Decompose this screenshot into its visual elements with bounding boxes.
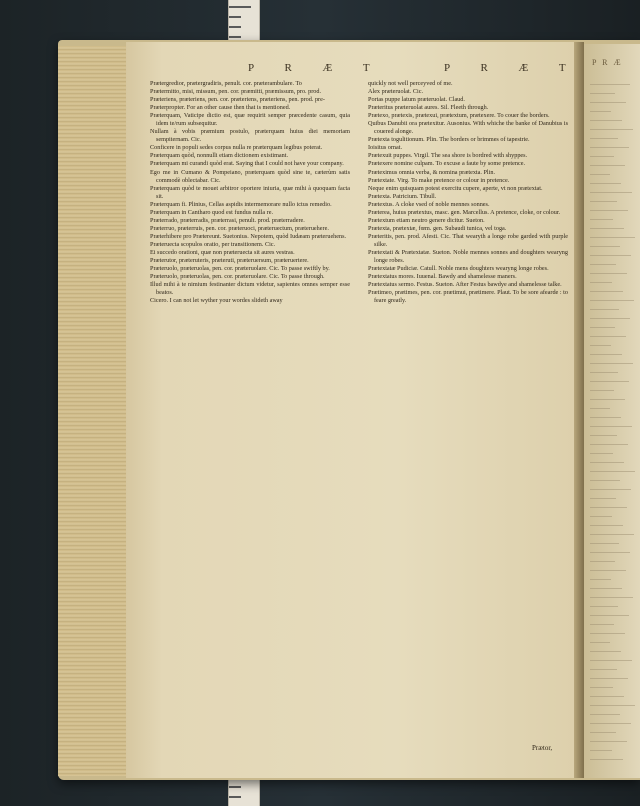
running-header-right: P R Æ T (444, 62, 580, 74)
text-line (590, 732, 616, 733)
text-line (590, 282, 612, 283)
text-line (590, 741, 627, 742)
text-line (590, 417, 621, 418)
text-line (590, 201, 617, 202)
right-page-edge (584, 44, 640, 778)
dictionary-entry: Prætexo, prætexis, prætexui, prætextum, prætexere. To couer the borders. (368, 112, 550, 120)
dictionary-entry: Prætermitto, misi, missum, pen. cor. præmitti, præmissum, pro. prod. (150, 88, 322, 96)
text-line (590, 615, 629, 616)
text-line (590, 588, 622, 589)
ruler-tick (229, 796, 241, 798)
text-line (590, 255, 631, 256)
text-line (590, 138, 618, 139)
ruler-tick (229, 786, 241, 788)
dictionary-entry: Præterutor, præteruteris, præteruti, præteruersum, præteruertere. (150, 257, 309, 265)
text-line (590, 237, 635, 238)
text-line (590, 435, 617, 436)
dictionary-entry: Quibus Danubii ora prætexitur. Ausonius. With whiche the banke of Danubius is couered alonge. (368, 120, 568, 136)
text-line (590, 318, 630, 319)
text-line (590, 687, 613, 688)
dictionary-entry: quickly not well perceyved of me. (368, 80, 453, 87)
text-line (590, 390, 614, 391)
text-line (590, 147, 629, 148)
text-line (590, 174, 610, 175)
dictionary-entry: Nullam à vobis præmium postulo, præterquam huius diei memoriam sempiternam. Cic. (150, 128, 350, 144)
text-line (590, 570, 626, 571)
dictionary-entry: Præterruo, præterruis, pen. cor. præteruoci, præteruectum, præteruehere. (150, 224, 329, 232)
text-line (590, 381, 629, 382)
dictionary-entry: Præterpropter. For an other cause then that is mentioned. (150, 104, 291, 112)
dictionary-entry: Prætextatus sermo. Festus. Sueton. After Festus bawdye and shamelesse talke. (368, 281, 562, 289)
dictionary-entry: Portas puppe latum præteruolat. Claud. (368, 96, 465, 104)
running-header-left: P R Æ T (248, 62, 384, 74)
ruler-tick (229, 6, 251, 8)
dictionary-entry: Præteximus omnia verba, & nomina prætexta. Plin. (368, 168, 496, 176)
dictionary-entry: Neque enim quisquam potest exercitu cupere, aperte, vt non prætextat. (368, 184, 543, 192)
text-line (590, 633, 625, 634)
text-line (590, 111, 611, 112)
dictionary-entry: Prætimeo, prætimes, pen. cor. prætimui, prætimere. Plaut. To be sore afearde : to feare greatly. (368, 289, 568, 305)
right-page-header: P R Æ (592, 58, 623, 67)
text-line (590, 462, 624, 463)
dictionary-entry: Præterquam, Vaticipe dictio est, quæ requirit semper præcedente casum, quia idem te/rum subsequitur. (150, 112, 350, 128)
text-line (590, 192, 632, 193)
text-line (590, 597, 633, 598)
text-line (590, 444, 628, 445)
catchword: Prætor, (532, 744, 553, 752)
text-line (590, 489, 631, 490)
dictionary-entry: Præteruolo, præteruolas, pen. cor. præteruolare. Cic. To passe through. (150, 273, 325, 281)
text-line (590, 183, 621, 184)
dictionary-entry: Præterquam fi. Plinius, Cellas aspidis intermemorare nullo ictus remedio. (150, 200, 332, 208)
text-line (590, 219, 613, 220)
text-line (590, 705, 635, 706)
dictionary-entry: Prætexuit puppes. Virgil. The sea shore is bordred with shyppes. (368, 152, 528, 160)
dictionary-entry: Prætextatæ Pudiciæ. Catull. Noble mens doughters wearyng longe robes. (368, 265, 549, 273)
text-line (590, 354, 622, 355)
dictionary-entry: Prætexta togulitionum. Plin. The borders or brimmes of tapestrie. (368, 136, 530, 144)
dictionary-entry: Ioisitus ornat. (368, 144, 403, 152)
text-line (590, 525, 623, 526)
text-line (590, 408, 610, 409)
dictionary-entry: Prætergredior, prætergradiris, penult. cor. præterambulare. To (150, 80, 302, 87)
text-line (590, 129, 633, 130)
dictionary-entry: Prætexere nomine culpam. To excuse a faute by some pretence. (368, 160, 526, 168)
text-line (590, 642, 610, 643)
text-line (590, 507, 627, 508)
text-line (590, 102, 626, 103)
text-line (590, 669, 617, 670)
text-line (590, 399, 625, 400)
text-line (590, 723, 631, 724)
text-line (590, 543, 619, 544)
text-line (590, 273, 627, 274)
text-line (590, 534, 634, 535)
dictionary-entry: Præterquam in Cantharo quod est fundus nulla re. (150, 208, 274, 216)
text-line (590, 372, 618, 373)
text-line (590, 579, 611, 580)
text-line (590, 624, 614, 625)
dictionary-entry: Conficere in populi sedes corpus nulla re præterquam legibus poterat. (150, 144, 323, 152)
text-line (590, 309, 619, 310)
text-line (590, 606, 618, 607)
dictionary-entry: Prætextatus mores. Iuuenal. Bawdy and shamelesse maners. (368, 273, 517, 281)
text-line (590, 660, 632, 661)
text-line (590, 84, 630, 85)
text-line (590, 246, 620, 247)
text-line (590, 156, 614, 157)
text-line (590, 696, 624, 697)
dictionary-entry: Ei succedo orationi, quæ non præteruecta sit aures vestras. (150, 248, 295, 256)
page-edges (58, 46, 130, 776)
book-gutter (574, 42, 584, 778)
text-line (590, 552, 630, 553)
text-line (590, 264, 616, 265)
dictionary-entry: Præterquam mi curandi quòd erat. Saying that I could not have your company. (150, 160, 344, 168)
dictionary-entry: Ego me in Cumano & Pompeiano, præterquam quòd sine te, cæterùm satis commodè oblectabar. Cic. (150, 168, 350, 184)
dictionary-entry: Prætextati & Prætextatæ. Sueton. Noble mennes sonnes and doughters wearyng longe robes. (368, 248, 568, 265)
text-line (590, 471, 635, 472)
text-line (590, 300, 634, 301)
dictionary-entry: Præterrado, præterradis, præterrasi, penult. prod. præterradere. (150, 216, 305, 224)
dictionary-entry: Prætextus. A cloke vsed of noble mennes sonnes. (368, 200, 490, 208)
text-line (590, 561, 615, 562)
dictionary-entry: Illud mihi à te nimium festinanter dictum videtur, sapientes omnes semper esse beatos. (150, 281, 350, 297)
ruler-tick (229, 16, 241, 18)
dictionary-column-left (150, 80, 350, 305)
text-line (590, 480, 620, 481)
text-line (590, 165, 625, 166)
dictionary-entry: Præteriens, præteriens, pen. cor. præteriens, præteriens, pen. prod. pre- (150, 96, 325, 104)
dictionary-entry: Præterea, huius prætextus, masc. gen. Marcellus. A pretence, cloke, or colour. (368, 208, 561, 216)
text-line (590, 498, 616, 499)
text-line (590, 228, 624, 229)
dictionary-entry: Præterquam quòd te mouet arbitror oportere iniuria, quæ mihi à quoquam facta sit. (150, 184, 350, 200)
ruler-tick (229, 26, 241, 28)
dictionary-entry: Alex præteruolat. Cic. (368, 88, 423, 96)
dictionary-entry: Præteruolo, præteruolas, pen. cor. præteruolare. Cic. To passe swiftly by. (150, 265, 330, 273)
text-line (590, 336, 626, 337)
text-line (590, 291, 623, 292)
dictionary-entry: Prætextate. Virg. To make pretence or colour in pretence. (368, 176, 510, 184)
text-line (590, 516, 612, 517)
text-line (590, 678, 628, 679)
dictionary-entry: Præteruecta scopulos oratio, per transitionem. Cic. (150, 240, 276, 248)
dictionary-entry: Præteritis, pen. prod. Afesti. Cic. That wearyth a longe robe garded with purple silke. (368, 232, 568, 248)
text-line (590, 363, 633, 364)
dictionary-entry: Præterquam quòd, nonnulli etiam dictionem existimant. (150, 152, 288, 160)
dictionary-entry: Prætexta, prætextæ, fœm. gen. Subaudi tunica, vel toga. (368, 224, 507, 232)
text-line (590, 345, 611, 346)
text-line (590, 750, 612, 751)
text-line (590, 426, 632, 427)
ruler-tick (229, 36, 241, 38)
text-line (590, 453, 613, 454)
dictionary-entry: Prætexta. Patricium. Tibull. (368, 192, 437, 200)
text-line (590, 210, 628, 211)
text-line (590, 93, 615, 94)
text-line (590, 759, 623, 760)
text-line (590, 714, 620, 715)
text-line (590, 327, 615, 328)
text-line (590, 651, 621, 652)
dictionary-entry: Prætextum etiam neutro genere dicitur. Sueton. (368, 216, 485, 224)
dictionary-entry: Præterhibere pro Prætereunt. Suetonius. Nepotem, quòd Iudæam præteruehens. (150, 232, 347, 240)
text-line (590, 120, 622, 121)
dictionary-entry: Præteritus præteruolat aures. Sil. Fleeth through. (368, 104, 489, 112)
dictionary-entry: Cicero. I can not let wyther your wordes slideth away (150, 297, 283, 305)
dictionary-column-right (368, 80, 568, 305)
